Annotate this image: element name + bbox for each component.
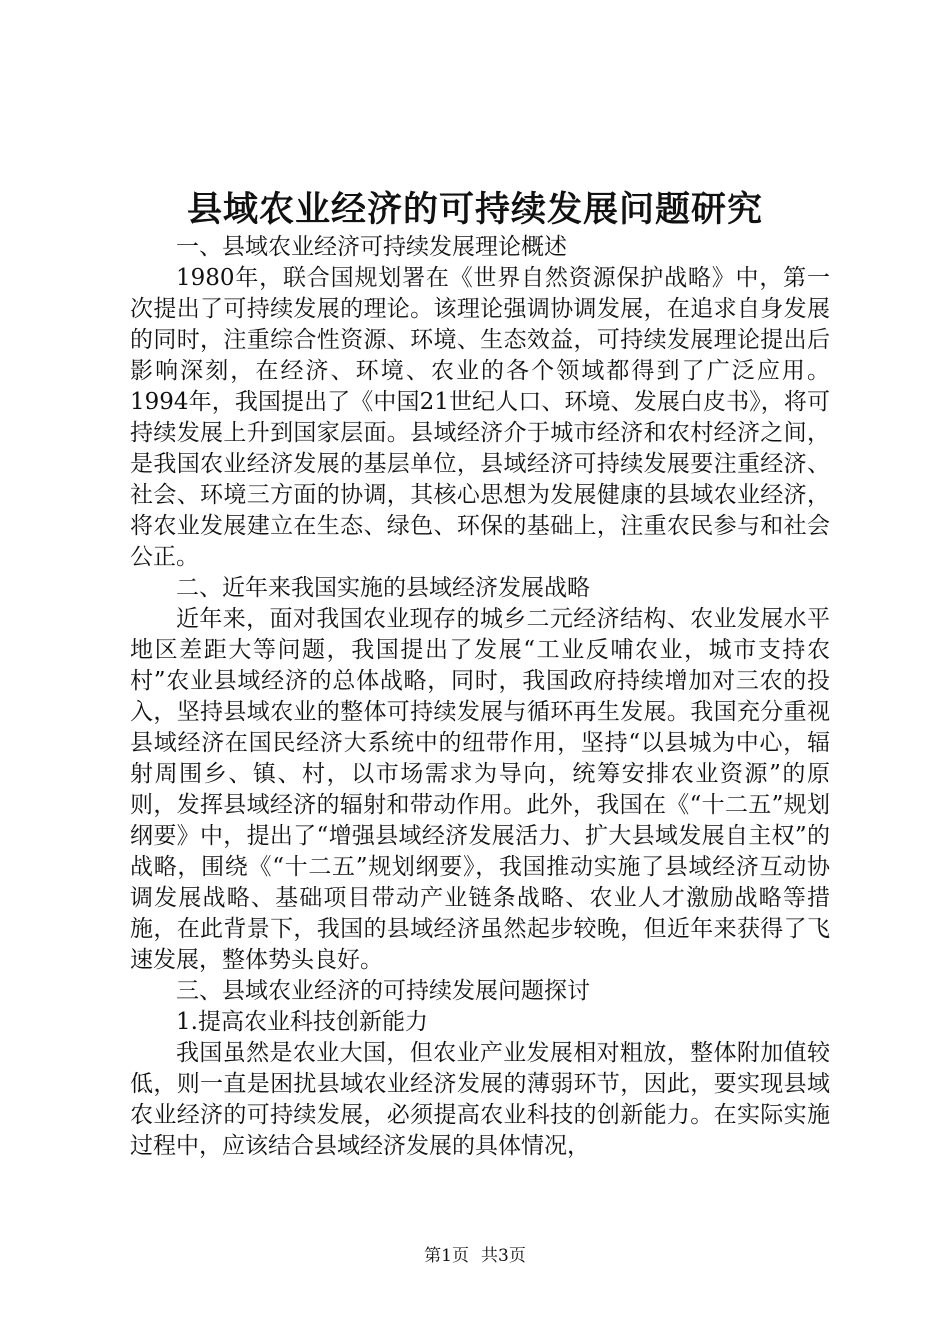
page-number: 第1页 xyxy=(424,1246,469,1266)
section-heading-1: 一、县域农业经济可持续发展理论概述 xyxy=(176,234,567,260)
document-title: 县域农业经济的可持续发展问题研究 xyxy=(186,189,763,230)
page-total: 共3页 xyxy=(481,1246,526,1266)
section-heading-3: 三、县域农业经济的可持续发展问题探讨 xyxy=(176,978,590,1004)
paragraph-3: 我国虽然是农业大国，但农业产业发展相对粗放，整体附加值较低，则一直是困扰县域农业经济发展的薄弱环节，因此，要实现县域农业经济的可持续发展，必须提高农业科技的创新能力。在实际实施过程中，应该结合县域经济发展的具体情况， xyxy=(130,1040,830,1159)
paragraph-1: 1980年，联合国规划署在《世界自然资源保护战略》中，第一次提出了可持续发展的理论。该理论强调协调发展，在追求自身发展的同时，注重综合性资源、环境、生态效益，可持续发展理论提出后影响深刻，在经济、环境、农业的各个领域都得到了广泛应用。1994年，我国提出了《中国21世纪人口、环境、发展白皮书》，将可持续发展上升到国家层面。县域经济介于城市经济和农村经济之间，是我国农业经济发展的基层单位，县域经济可持续发展要注重经济、社会、环境三方面的协调，其核心思想为发展健康的县域农业经济，将农业发展建立在生态、绿色、环保的基础上，注重农民参与和社会公正。 xyxy=(130,265,830,570)
subsection-heading-1: 1.提高农业科技创新能力 xyxy=(176,1009,428,1035)
paragraph-2: 近年来，面对我国农业现存的城乡二元经济结构、农业发展水平地区差距大等问题，我国提出了发展“工业反哺农业，城市支持农村”农业县域经济的总体战略，同时，我国政府持续增加对三农的投入，坚持县域农业的整体可持续发展与循环再生发展。我国充分重视县域经济在国民经济大系统中的纽带作用，坚持“以县城为中心，辐射周围乡、镇、村，以市场需求为导向，统筹安排农业资源”的原则，发挥县域经济的辐射和带动作用。此外，我国在《“十二五”规划纲要》中，提出了“增强县域经济发展活力、扩大县域发展自主权”的战略，围绕《“十二五”规划纲要》，我国推动实施了县域经济互动协调发展战略、基础项目带动产业链条战略、农业人才激励战略等措施，在此背景下，我国的县域经济虽然起步较晚，但近年来获得了飞速发展，整体势头良好。 xyxy=(130,606,830,973)
section-heading-2: 二、近年来我国实施的县域经济发展战略 xyxy=(176,575,590,601)
page-footer xyxy=(0,1244,950,1268)
document-body xyxy=(130,232,830,1162)
